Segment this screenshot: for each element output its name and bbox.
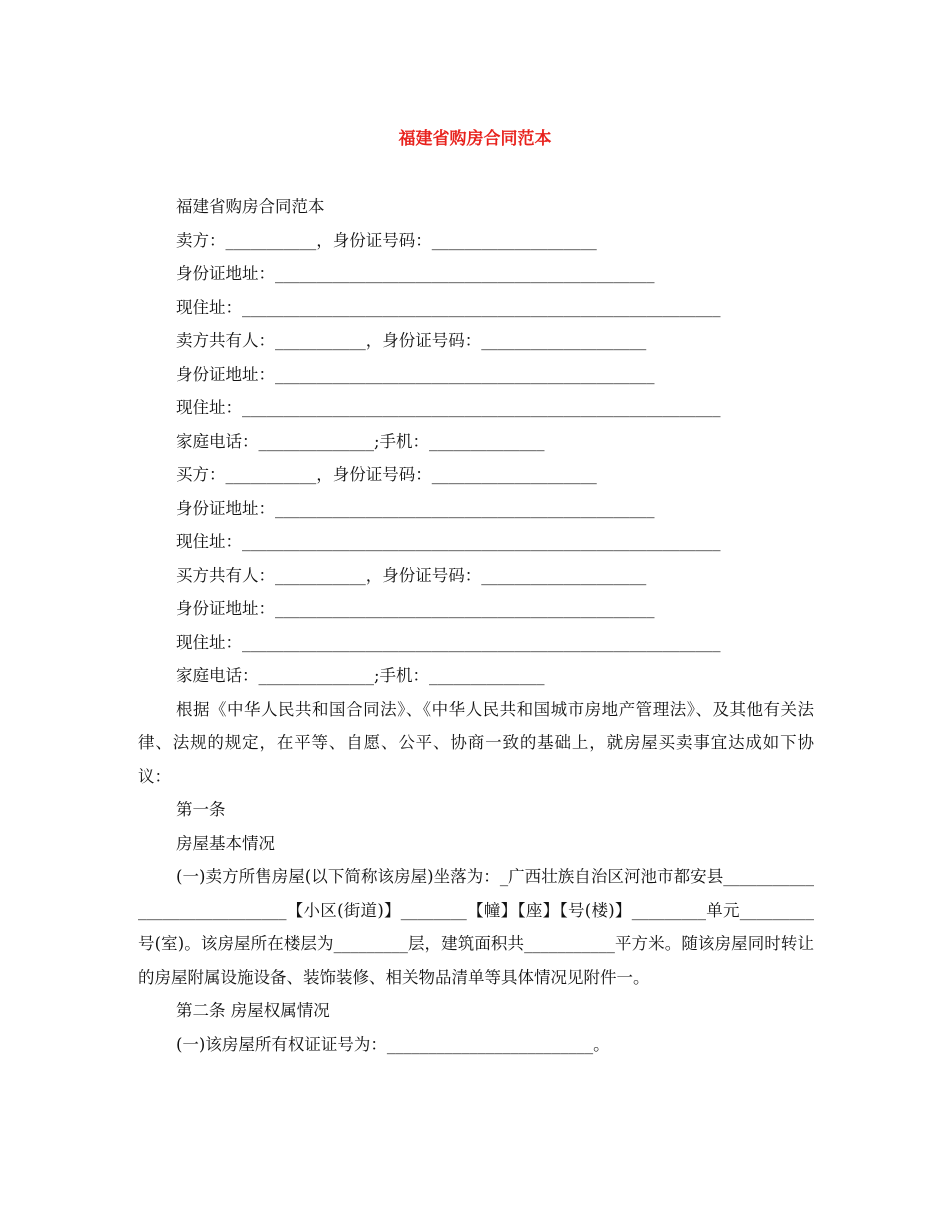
buyer-current-address-line: 现住址：__________________________________________________________ — [176, 532, 721, 551]
buyer-id-address-line: 身份证地址：______________________________________________ — [176, 498, 655, 518]
seller-coowner-current-address-line: 现住址：__________________________________________________________ — [176, 398, 721, 417]
intro-paragraph: 根据《中华人民共和国合同法》、《中华人民共和国城市房地产管理法》、及其他有关法律、法规的规定，在平等、自愿、公平、协商一致的基础上，就房屋买卖事宜达成如下协议： — [138, 699, 814, 786]
seller-current-address-line: 现住址：__________________________________________________________ — [176, 297, 721, 317]
article-2-clause-1: (一)该房屋所有权证证号为：_________________________。 — [176, 1034, 610, 1054]
buyer-coowner-current-address-line: 现住址：__________________________________________________________ — [176, 632, 721, 652]
seller-coowner-id-address-line: 身份证地址：______________________________________________ — [176, 364, 655, 384]
document-title: 福建省购房合同范本 — [398, 129, 552, 149]
article-1-subheading: 房屋基本情况 — [176, 833, 275, 853]
seller-phone-line: 家庭电话：______________;手机：______________ — [176, 431, 545, 451]
buyer-coowner-id-address-line: 身份证地址：______________________________________________ — [176, 599, 655, 618]
subtitle-line: 福建省购房合同范本 — [176, 197, 325, 216]
seller-coowner-line: 卖方共有人：___________，身份证号码：____________________ — [176, 331, 647, 350]
article-2-heading: 第二条 房屋权属情况 — [176, 1001, 330, 1020]
seller-id-address-line: 身份证地址：______________________________________________ — [176, 264, 655, 283]
document-body — [138, 190, 814, 1061]
buyer-coowner-line: 买方共有人：___________，身份证号码：____________________ — [176, 565, 647, 585]
article-1-heading: 第一条 — [176, 800, 226, 819]
seller-line: 卖方：___________，身份证号码：____________________ — [176, 230, 597, 250]
article-1-clause-1: (一)卖方所售房屋(以下简称该房屋)坐落为：_广西壮族自治区河池市都安县_____________________________【小区(街道)】________【幢】【座】【号(楼)】_________单元_________号(室)。该房屋所在楼层为_________层，建筑面积共___________平方米。随该房屋同时转让的房屋附属设施设备、装饰装修、相关物品清单等具体情况见附件一。 — [138, 867, 814, 987]
buyer-phone-line: 家庭电话：______________;手机：______________ — [176, 666, 545, 685]
buyer-line: 买方：___________，身份证号码：____________________ — [176, 465, 597, 484]
